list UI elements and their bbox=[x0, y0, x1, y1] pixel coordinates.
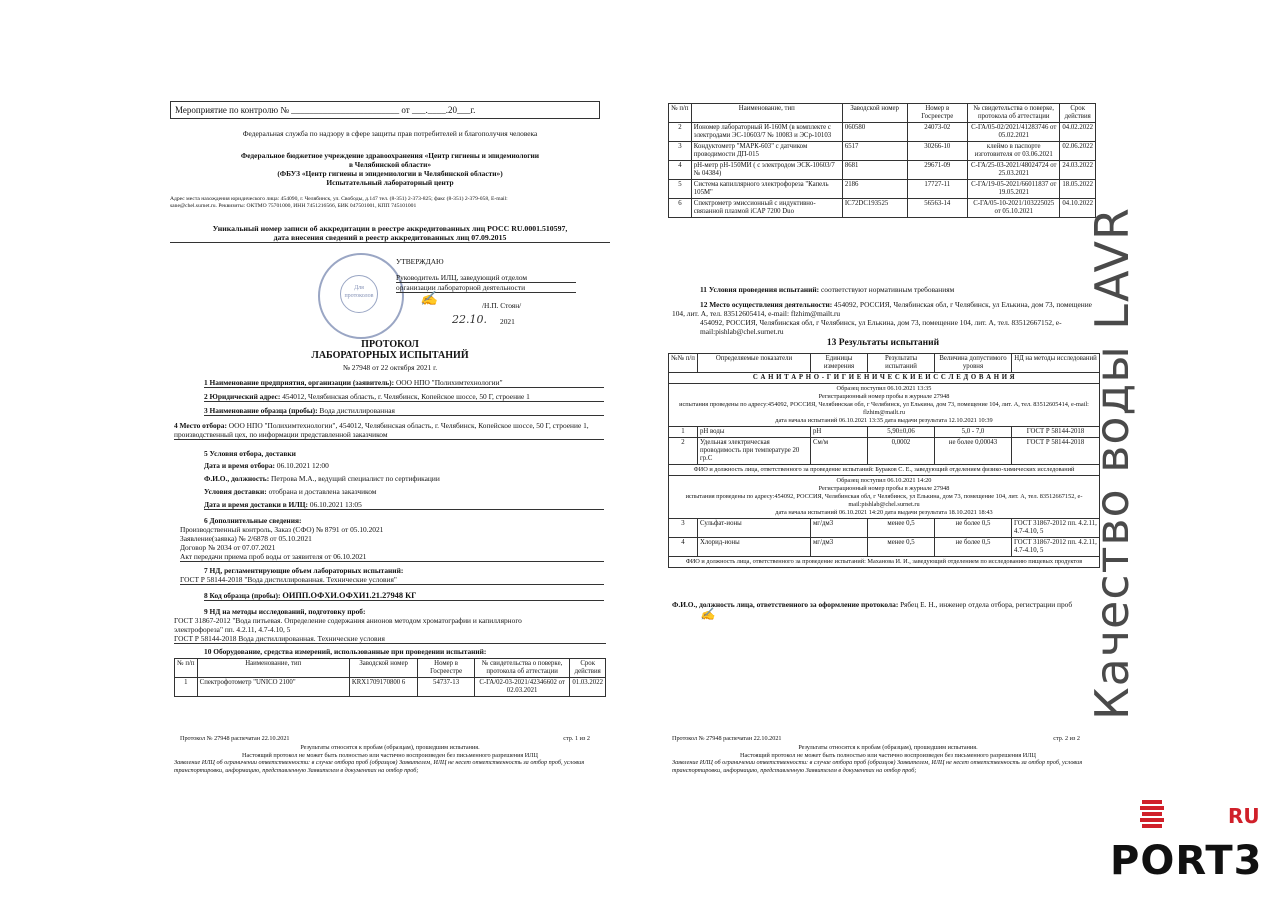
section-1-label: 1 Наименование предприятия, организации (заявитель): bbox=[204, 378, 395, 387]
th-result: Результаты испытаний bbox=[868, 354, 935, 373]
cell: 56563-14 bbox=[907, 199, 968, 218]
event-line: Мероприятие по контролю № ________________________ от ___.____.20___г. bbox=[170, 101, 600, 119]
section-12-value-1: 454092, РОССИЯ, Челябинская обл, г Челябинск, ул Елькина, дом 73, помещение 104, лит. А, тел. 83512605414, e-mail: flzhim@mailt.ru bbox=[672, 300, 1092, 318]
table-row bbox=[669, 180, 1096, 199]
cell: 30266-10 bbox=[907, 142, 968, 161]
institution-line-3: (ФБУЗ «Центр гигиены и эпидемиологии в Челябинской области») bbox=[277, 169, 503, 178]
cell: ГОСТ Р 58144-2018 bbox=[1012, 427, 1100, 438]
cell: Хлорид-ионы bbox=[698, 538, 811, 557]
protocol-page-1 bbox=[170, 95, 610, 780]
table-row bbox=[669, 384, 1100, 427]
table-header-row bbox=[669, 104, 1096, 123]
cell: Иономер лабораторный И-160М (в комплекте с электродами ЭС-10603/7 № 10083 и ЭСр-10103 bbox=[691, 123, 842, 142]
table-row bbox=[669, 161, 1096, 180]
info-line: испытания проведены по адресу:454092, РОССИЯ, Челябинская обл, г Челябинск, ул Елькина, дом 73, помещение 104, лит. А, тел. 83512605414, e-mail: flzhim@mailt.ru bbox=[679, 401, 1089, 416]
footer-page-number: стр. 2 из 2 bbox=[1053, 735, 1080, 742]
protocol-subtitle: ЛАБОРАТОРНЫХ ИСПЫТАНИЙ bbox=[311, 350, 469, 361]
cell: 6517 bbox=[842, 142, 907, 161]
section-5-delivered-value: 06.10.2021 13:05 bbox=[309, 500, 362, 509]
cell: 8681 bbox=[842, 161, 907, 180]
footer-printed: Протокол № 27948 распечатан 22.10.2021 bbox=[672, 735, 782, 742]
cell: pH воды bbox=[698, 427, 811, 438]
th-name: Наименование, тип bbox=[691, 104, 842, 123]
table-row bbox=[669, 465, 1100, 476]
footer-note-3: Заявление ИЛЦ об ограничении ответственности: в случае отбора проб (образцов) Заявителем, ИЛЦ не несет ответственность за отбор проб, условия транспортировки, информацию, представленную Заявителем в документах на отбор проб; bbox=[174, 759, 585, 774]
cell: 3 bbox=[669, 519, 698, 538]
table-row bbox=[669, 199, 1096, 218]
cell: 18.05.2022 bbox=[1060, 180, 1096, 199]
info-line: Регистрационный номер пробы в журнале 27948 bbox=[818, 485, 950, 492]
table-header-row bbox=[669, 354, 1100, 373]
agency: Федеральная служба по надзору в сфере защиты прав потребителей и благополучия человека bbox=[242, 129, 538, 138]
cell: 2 bbox=[669, 438, 698, 465]
section-5-delivery-value: отобрана и доставлена заказчиком bbox=[268, 487, 377, 496]
institution-line-2: в Челябинской области» bbox=[348, 160, 432, 169]
table-header-row bbox=[175, 659, 606, 678]
cell: 2186 bbox=[842, 180, 907, 199]
section-1 bbox=[204, 378, 604, 388]
protocol-title: ПРОТОКОЛ bbox=[361, 339, 419, 350]
equipment-table-page1 bbox=[174, 658, 606, 697]
section-6-list bbox=[180, 525, 604, 562]
th-registry: Номер в Госреестре bbox=[418, 659, 474, 678]
address-line-2: sane@chel.surnet.ru. Реквизиты: ОКТМО 75701000, ИНН 7451216566, БИК 047501001, КПП 745101001 bbox=[170, 203, 417, 209]
cell: 5 bbox=[669, 180, 692, 199]
cell: не более 0,5 bbox=[935, 538, 1012, 557]
th-serial: Заводской номер bbox=[349, 659, 418, 678]
signature-mark: ✍ bbox=[700, 607, 715, 621]
cell: 5,90±0,06 bbox=[868, 427, 935, 438]
th-validity: Срок действия bbox=[570, 659, 606, 678]
table-row bbox=[669, 519, 1100, 538]
table-row bbox=[669, 123, 1096, 142]
cell: С-ГА/05-10-2021/103225025 от 05.10.2021 bbox=[968, 199, 1060, 218]
cell: 29671-09 bbox=[907, 161, 968, 180]
section-2-label: 2 Юридический адрес: bbox=[204, 392, 281, 401]
table-row bbox=[669, 557, 1100, 568]
section-5-time bbox=[204, 461, 329, 470]
stamp-seal bbox=[318, 253, 404, 339]
th-name: Наименование, тип bbox=[197, 659, 349, 678]
section-2-value: 454012, Челябинская область, г. Челябинск, Копейское шоссе, 50 Г, строение 1 bbox=[282, 392, 530, 401]
section-3-label: 3 Наименование образца (пробы): bbox=[204, 406, 318, 415]
th-serial: Заводской номер bbox=[842, 104, 907, 123]
cell: 24073-02 bbox=[907, 123, 968, 142]
cell: ГОСТ 31867-2012 пп. 4.2.11, 4.7-4.10, 5 bbox=[1012, 538, 1100, 557]
section-11 bbox=[700, 285, 1100, 294]
signature-mark: ✍ bbox=[420, 291, 438, 307]
cell: 5,0 - 7,0 bbox=[935, 427, 1012, 438]
page-2-footer bbox=[668, 735, 1108, 774]
block-1-info bbox=[669, 384, 1100, 427]
cell: 24.03.2022 bbox=[1060, 161, 1096, 180]
section-5-delivered-label: Дата и время доставки в ИЛЦ: bbox=[204, 500, 309, 509]
cell: pH-метр pH-150МИ ( с электродом ЭСК-10603/7 № 04384) bbox=[691, 161, 842, 180]
accreditation-line-2: дата внесения сведений в реестр аккредитованных лиц 07.09.2015 bbox=[170, 233, 610, 243]
section-5-person-value: Петрова М.А., ведущий специалист по сертификации bbox=[271, 474, 440, 483]
table-row bbox=[175, 678, 606, 697]
cell: С-ГА/05-02/2021/41283746 от 05.02.2021 bbox=[968, 123, 1060, 142]
section-8-label: 8 Код образца (пробы): bbox=[204, 591, 281, 600]
section-1-value: ООО НПО "Полихимтехнологии" bbox=[395, 378, 503, 387]
cell: 04.10.2022 bbox=[1060, 199, 1096, 218]
footer-note-3: Заявление ИЛЦ об ограничении ответственности: в случае отбора проб (образцов) Заявителем, ИЛЦ не несет ответственность за отбор проб, условия транспортировки, информацию, представленную Заявителем в документах на отбор проб; bbox=[672, 759, 1083, 774]
table-row bbox=[669, 476, 1100, 519]
cell: 3 bbox=[669, 142, 692, 161]
section-6-line: Договор № 2034 от 07.07.2021 bbox=[180, 543, 276, 552]
protocol-number: № 27948 от 22 октября 2021 г. bbox=[342, 363, 438, 372]
block-1-responsible: ФИО и должность лица, ответственного за проведение испытаний: Бураков С. Е., заведующий отделением физико-химических исследований bbox=[669, 465, 1100, 476]
protocol-responsible-value: Рябец Е. Н., инженер отдела отбора, регистрации проб bbox=[900, 600, 1073, 609]
cell: ГОСТ 31867-2012 пп. 4.2.11, 4.7-4.10, 5 bbox=[1012, 519, 1100, 538]
section-5-time-label: Дата и время отбора: bbox=[204, 461, 276, 470]
section-8-value: ОИПП.ОФХИ.ОФХИ1.21.27948 КГ bbox=[282, 591, 417, 600]
cell: 060580 bbox=[842, 123, 907, 142]
section-5-time-value: 06.10.2021 12:00 bbox=[276, 461, 329, 470]
cell: менее 0,5 bbox=[868, 519, 935, 538]
cell: клеймо в паспорте изготовителя от 03.06.2021 bbox=[968, 142, 1060, 161]
table-row bbox=[669, 538, 1100, 557]
section-7-value: ГОСТ Р 58144-2018 "Вода дистиллированная. Технические условия" bbox=[180, 575, 604, 585]
cell: не более 0,5 bbox=[935, 519, 1012, 538]
approve-role-1: Руководитель ИЛЦ, заведующий отделом bbox=[396, 273, 576, 283]
protocol-page-2 bbox=[668, 95, 1108, 780]
footer-note-2: Настоящий протокол не может быть полностью или частично воспроизведен без письменного разрешения ИЛЦ bbox=[242, 751, 538, 759]
spark-plug-icon bbox=[1134, 800, 1170, 842]
vertical-watermark: Качество воды LAVR bbox=[1085, 207, 1139, 720]
cell: pH bbox=[811, 427, 868, 438]
cell: мг/дм3 bbox=[811, 538, 868, 557]
cell: 17727-11 bbox=[907, 180, 968, 199]
equipment-table-page2 bbox=[668, 103, 1096, 218]
cell: С-ГА/25-03-2021/48024724 от 25.03.2021 bbox=[968, 161, 1060, 180]
th-method: НД на методы исследований bbox=[1012, 354, 1100, 373]
cell: 1 bbox=[669, 427, 698, 438]
section-9-list bbox=[174, 616, 606, 644]
table-row bbox=[669, 438, 1100, 465]
th-limit: Величина допустимого уровня bbox=[935, 354, 1012, 373]
stamp-inner: Для протоколов bbox=[340, 275, 378, 313]
port3-logo bbox=[1110, 800, 1280, 884]
section-11-value: соответствуют нормативным требованиям bbox=[821, 285, 955, 294]
th-registry: Номер в Госреестре bbox=[907, 104, 968, 123]
approve-title: УТВЕРЖДАЮ bbox=[396, 257, 444, 266]
logo-wordmark: PORT3 bbox=[1110, 838, 1263, 884]
cell: 54737-13 bbox=[418, 678, 474, 697]
section-7-label: 7 НД, регламентирующие объем лабораторных испытаний: bbox=[204, 566, 404, 575]
address-block bbox=[170, 196, 610, 210]
section-5-label: 5 Условия отбора, доставки bbox=[204, 449, 296, 458]
table-row bbox=[669, 373, 1100, 384]
cell: мг/дм3 bbox=[811, 519, 868, 538]
cell: 4 bbox=[669, 161, 692, 180]
cell: KRX1709170800 6 bbox=[349, 678, 418, 697]
section-3-value: Вода дистиллированная bbox=[319, 406, 395, 415]
footer-note-1: Результаты относятся к пробам (образцам), прошедшим испытания. bbox=[300, 744, 480, 751]
cell: 02.06.2022 bbox=[1060, 142, 1096, 161]
th-indicator: Определяемые показатели bbox=[698, 354, 811, 373]
protocol-responsible-label: Ф.И.О., должность лица, ответственного за оформление протокола: bbox=[672, 600, 899, 609]
footer-note-2: Настоящий протокол не может быть полностью или частично воспроизведен без письменного разрешения ИЛЦ bbox=[740, 751, 1036, 759]
equipment-table-body bbox=[669, 123, 1096, 218]
info-line: Образец поступил 06.10.2021 13:35 bbox=[836, 385, 932, 392]
cell: 6 bbox=[669, 199, 692, 218]
protocol-responsible bbox=[672, 600, 1102, 609]
section-9-line: ГОСТ Р 58144-2018 Вода дистиллированная. Технические условия bbox=[174, 634, 606, 644]
cell: Удельная электрическая проводимость при температуре 20 гр.С bbox=[698, 438, 811, 465]
section-4-label: 4 Место отбора: bbox=[174, 421, 227, 430]
info-line: Образец поступил 06.10.2021 14:20 bbox=[836, 477, 932, 484]
results-table bbox=[668, 353, 1100, 568]
section-5-delivery-label: Условия доставки: bbox=[204, 487, 267, 496]
cell: Спектрофотометр "UNICO 2100" bbox=[197, 678, 349, 697]
cell: менее 0,5 bbox=[868, 538, 935, 557]
lab-center: Испытательный лабораторный центр bbox=[326, 178, 454, 187]
footer-printed: Протокол № 27948 распечатан 22.10.2021 bbox=[180, 735, 290, 742]
section-9-label: 9 НД на методы исследований, подготовку проб: bbox=[204, 607, 366, 616]
section-3 bbox=[204, 406, 604, 416]
cell: 01.03.2022 bbox=[570, 678, 606, 697]
section-5-person-label: Ф.И.О., должность: bbox=[204, 474, 270, 483]
info-line: дата начала испытаний 06.10.2021 14:20 дата выдачи результата 18.10.2021 18:43 bbox=[775, 509, 993, 516]
section-5-person bbox=[204, 474, 440, 483]
cell: 0,0002 bbox=[868, 438, 935, 465]
section-5-delivery bbox=[204, 487, 377, 496]
institution-line-1: Федеральное бюджетное учреждение здравоохранения «Центр гигиены и эпидемиологии bbox=[240, 151, 540, 160]
section-10-label: 10 Оборудование, средства измерений, использованные при проведении испытаний: bbox=[204, 647, 487, 656]
section-9-line: ГОСТ 31867-2012 "Вода питьевая. Определение содержания анионов методом хроматографии и капиллярного bbox=[174, 616, 522, 625]
table-row bbox=[669, 142, 1096, 161]
cell: С-ГА/02-03-2021/42346602 от 02.03.2021 bbox=[474, 678, 570, 697]
section-12-label: 12 Место осуществления деятельности: bbox=[700, 300, 833, 309]
accreditation-line-1: Уникальный номер записи об аккредитации в реестре аккредитованных лиц РОСС RU.0001.510597, bbox=[212, 224, 568, 233]
address-line-1: Адрес места нахождения юридического лица: 454090, г. Челябинск, ул. Свободы, д.147 тел. (8-351) 2-373-825; факс (8-351) 2-379-058, E-mail: bbox=[170, 196, 508, 202]
th-certificate: № свидетельства о поверке, протокола об аттестации bbox=[474, 659, 570, 678]
logo-ru: RU bbox=[1228, 804, 1260, 828]
th-num: № п/п bbox=[669, 104, 692, 123]
cell: 4 bbox=[669, 538, 698, 557]
section-4 bbox=[174, 421, 604, 440]
approve-role-2: организации лабораторной деятельности bbox=[396, 283, 576, 293]
results-title: 13 Результаты испытаний bbox=[826, 338, 940, 348]
cell: Система капиллярного электрофореза "Капель 105М" bbox=[691, 180, 842, 199]
th-unit: Единицы измерения bbox=[811, 354, 868, 373]
section-2 bbox=[204, 392, 604, 402]
section-12 bbox=[672, 300, 1100, 336]
section-6-line: Заявление(заявка) № 2/6878 от 05.10.2021 bbox=[180, 534, 312, 543]
th-certificate: № свидетельства о поверке, протокола об аттестации bbox=[968, 104, 1060, 123]
block-2-responsible: ФИО и должность лица, ответственного за проведение испытаний: Маханова И. И., заведующий отделением по исследованию пищевых продуктов bbox=[669, 557, 1100, 568]
th-num: №№ п/п bbox=[669, 354, 698, 373]
section-5-delivered bbox=[204, 500, 604, 510]
info-line: Регистрационный номер пробы в журнале 27948 bbox=[818, 393, 950, 400]
table-row bbox=[669, 427, 1100, 438]
footer-note-1: Результаты относятся к пробам (образцам), прошедшим испытания. bbox=[798, 744, 978, 751]
cell: Спектрометр эмиссионный с индуктивно-связанной плазмой iCAP 7200 Duo bbox=[691, 199, 842, 218]
info-line: дата начала испытаний 06.10.2021 13:35 дата выдачи результата 12.10.2021 10:39 bbox=[775, 417, 993, 424]
section-12-value-2: 454092, РОССИЯ, Челябинская обл, г Челябинск, ул Елькина, дом 73, помещение 104, лит. А, тел. 83512667152, e-mail:pishlab@chel.surnet.ru bbox=[700, 318, 1062, 336]
approve-date-handwritten: 22.10. bbox=[452, 313, 487, 326]
cell: Кондуктометр "МАРК-603" с датчиком проводимости ДП-015 bbox=[691, 142, 842, 161]
approve-year: 2021 bbox=[500, 317, 515, 326]
section-6-line: Акт передачи приема проб воды от заявителя от 06.10.2021 bbox=[180, 552, 604, 562]
cell: IC72DC193525 bbox=[842, 199, 907, 218]
cell: С-ГА/19-05-2021/66011837 от 19.05.2021 bbox=[968, 180, 1060, 199]
section-8 bbox=[204, 591, 604, 601]
cell: ГОСТ Р 58144-2018 bbox=[1012, 438, 1100, 465]
cell: Сульфат-ионы bbox=[698, 519, 811, 538]
th-num: № п/п bbox=[175, 659, 198, 678]
section-11-label: 11 Условия проведения испытаний: bbox=[700, 285, 820, 294]
footer-page-number: стр. 1 из 2 bbox=[563, 735, 590, 742]
block-2-info bbox=[669, 476, 1100, 519]
section-heading: С А Н И Т А Р Н О - Г И Г И Е Н И Ч Е С К И Е И С С Л Е Д О В А Н И Я bbox=[669, 373, 1100, 384]
page-1-footer bbox=[170, 735, 610, 774]
cell: не более 0,00043 bbox=[935, 438, 1012, 465]
cell: 04.02.2022 bbox=[1060, 123, 1096, 142]
info-line: испытания проведены по адресу:454092, РОССИЯ, Челябинская обл, г Челябинск, ул Елькина, дом 73, помещение 104, лит. А, тел. 83512667152, e-mail:pishlab@chel.surnet.ru bbox=[685, 493, 1083, 508]
approve-name: /Н.П. Стоян/ bbox=[482, 301, 522, 310]
section-6-line: Производственный контроль, Заказ (СФО) № 8791 от 05.10.2021 bbox=[180, 525, 384, 534]
cell: См/м bbox=[811, 438, 868, 465]
section-4-value: ООО НПО "Полихимтехнологии", 454012, Челябинская область, г. Челябинск, Копейское шоссе, 50 Г, строение 1, производственный цех, по информации представленной заказчиком bbox=[174, 421, 589, 439]
cell: 2 bbox=[669, 123, 692, 142]
cell: 1 bbox=[175, 678, 198, 697]
section-6-label: 6 Дополнительные сведения: bbox=[204, 516, 302, 525]
section-9-line: электрофореза" пп. 4.2.11, 4.7-4.10, 5 bbox=[174, 625, 291, 634]
th-validity: Срок действия bbox=[1060, 104, 1096, 123]
